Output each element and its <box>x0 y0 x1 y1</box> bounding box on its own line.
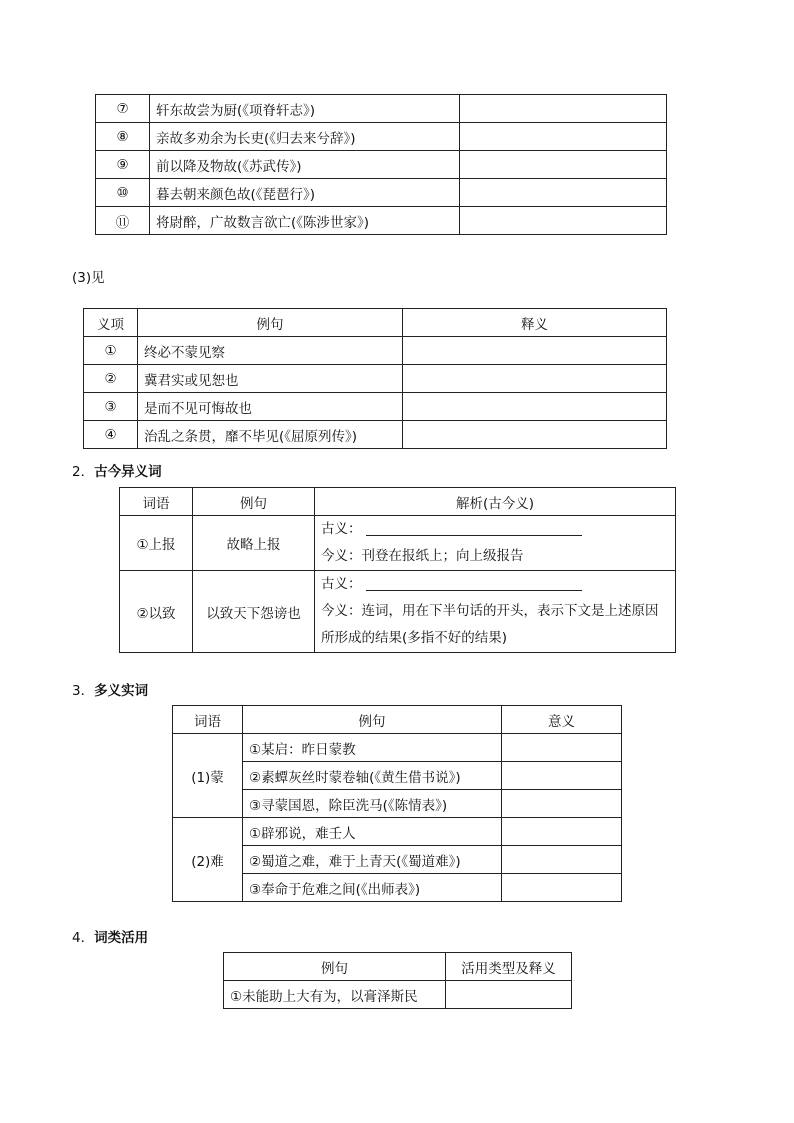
table-row <box>224 981 572 1009</box>
meaning-cell[interactable] <box>460 179 667 207</box>
item-number: ③ <box>84 393 138 421</box>
section-title: 词类活用 <box>94 930 149 946</box>
header-meaning: 释义 <box>403 309 667 337</box>
example-sentence: 前以降及物故(《苏武传》) <box>150 151 460 179</box>
meaning-cell[interactable] <box>502 818 622 846</box>
usage-type-cell[interactable] <box>446 981 572 1009</box>
example-sentence: 以致天下怨谤也 <box>193 571 315 653</box>
item-number: ⑨ <box>96 151 150 179</box>
item-number: ⑧ <box>96 123 150 151</box>
meaning-cell[interactable] <box>502 762 622 790</box>
table-row <box>173 734 622 762</box>
meaning-cell[interactable] <box>502 846 622 874</box>
cilei-huoyong-table <box>223 952 572 1009</box>
example-sentence: ①某启：昨日蒙教 <box>243 734 502 762</box>
example-sentence: 是而不见可悔故也 <box>138 393 403 421</box>
example-sentence: ①辟邪说，难壬人 <box>243 818 502 846</box>
table-row <box>84 421 667 449</box>
section-heading-cilei <box>72 926 148 946</box>
header-sentence: 例句 <box>138 309 403 337</box>
item-number: ⑩ <box>96 179 150 207</box>
section-heading-jian: (3)见 <box>72 270 105 286</box>
header-sentence: 例句 <box>224 953 446 981</box>
table-row <box>96 207 667 235</box>
item-number: ① <box>84 337 138 365</box>
meaning-cell[interactable] <box>502 790 622 818</box>
section-heading-duoyi <box>72 679 148 699</box>
table-row <box>96 123 667 151</box>
ancient-label: 古义： <box>321 576 362 592</box>
example-sentence: 冀君实或见恕也 <box>138 365 403 393</box>
section-heading-gujin <box>72 460 162 480</box>
example-sentence: 将尉醉，广故数言欲亡(《陈涉世家》) <box>150 207 460 235</box>
table-row <box>96 95 667 123</box>
gujin-yiyi-table <box>119 487 676 653</box>
analysis-cell <box>315 516 676 571</box>
gu-meaning-table-continued <box>95 94 667 235</box>
table-row <box>84 365 667 393</box>
ancient-meaning-blank[interactable] <box>366 522 582 536</box>
table-row <box>120 571 676 653</box>
table-header-row <box>173 706 622 734</box>
word-cell: ①上报 <box>120 516 193 571</box>
example-sentence: 暮去朝来颜色故(《琵琶行》) <box>150 179 460 207</box>
section-title: 古今异义词 <box>94 464 162 480</box>
modern-meaning: 今义：刊登在报纸上；向上级报告 <box>321 548 524 564</box>
header-sentence: 例句 <box>243 706 502 734</box>
example-sentence: ①未能助上大有为，以膏泽斯民 <box>224 981 446 1009</box>
table-header-row <box>120 488 676 516</box>
header-word: 词语 <box>120 488 193 516</box>
example-sentence: 故略上报 <box>193 516 315 571</box>
meaning-cell[interactable] <box>403 337 667 365</box>
header-meaning: 意义 <box>502 706 622 734</box>
section-number: 3． <box>72 683 95 699</box>
example-sentence: ②蜀道之难，难于上青天(《蜀道难》) <box>243 846 502 874</box>
example-sentence: 亲故多劝余为长吏(《归去来兮辞》) <box>150 123 460 151</box>
table-row <box>120 516 676 571</box>
ancient-meaning-line <box>321 516 669 543</box>
item-number: ⑦ <box>96 95 150 123</box>
jian-meaning-table <box>83 308 667 449</box>
header-word: 词语 <box>173 706 243 734</box>
duoyi-shici-table <box>172 705 622 902</box>
section-title: 多义实词 <box>94 683 149 699</box>
ancient-meaning-blank[interactable] <box>366 577 582 591</box>
meaning-cell[interactable] <box>460 123 667 151</box>
example-sentence: 治乱之条贯，靡不毕见(《屈原列传》) <box>138 421 403 449</box>
example-sentence: ②素蟫灰丝时蒙卷轴(《黄生借书说》) <box>243 762 502 790</box>
section-number: 2． <box>72 464 95 480</box>
header-sentence: 例句 <box>193 488 315 516</box>
table-row <box>84 337 667 365</box>
table-row <box>84 393 667 421</box>
meaning-cell[interactable] <box>502 874 622 902</box>
table-row <box>96 179 667 207</box>
meaning-cell[interactable] <box>403 421 667 449</box>
header-item: 义项 <box>84 309 138 337</box>
meaning-cell[interactable] <box>460 207 667 235</box>
example-sentence: ③寻蒙国恩，除臣洗马(《陈情表》) <box>243 790 502 818</box>
table-row <box>173 818 622 846</box>
section-number: 4． <box>72 930 95 946</box>
meaning-cell[interactable] <box>460 151 667 179</box>
word-cell: (1)蒙 <box>173 734 243 818</box>
modern-meaning: 今义：连词，用在下半句话的开头，表示下文是上述原因所形成的结果(多指不好的结果) <box>321 603 659 646</box>
meaning-cell[interactable] <box>403 365 667 393</box>
meaning-cell[interactable] <box>403 393 667 421</box>
header-type: 活用类型及释义 <box>446 953 572 981</box>
example-sentence: ③奉命于危难之间(《出师表》) <box>243 874 502 902</box>
table-row <box>96 151 667 179</box>
table-header-row <box>224 953 572 981</box>
item-number: ② <box>84 365 138 393</box>
item-number: ④ <box>84 421 138 449</box>
meaning-cell[interactable] <box>460 95 667 123</box>
ancient-label: 古义： <box>321 521 362 537</box>
header-analysis: 解析(古今义) <box>315 488 676 516</box>
meaning-cell[interactable] <box>502 734 622 762</box>
example-sentence: 终必不蒙见察 <box>138 337 403 365</box>
item-number: ⑪ <box>96 207 150 235</box>
analysis-cell <box>315 571 676 653</box>
ancient-meaning-line <box>321 571 669 598</box>
table-header-row <box>84 309 667 337</box>
example-sentence: 轩东故尝为厨(《项脊轩志》) <box>150 95 460 123</box>
word-cell: (2)难 <box>173 818 243 902</box>
word-cell: ②以致 <box>120 571 193 653</box>
